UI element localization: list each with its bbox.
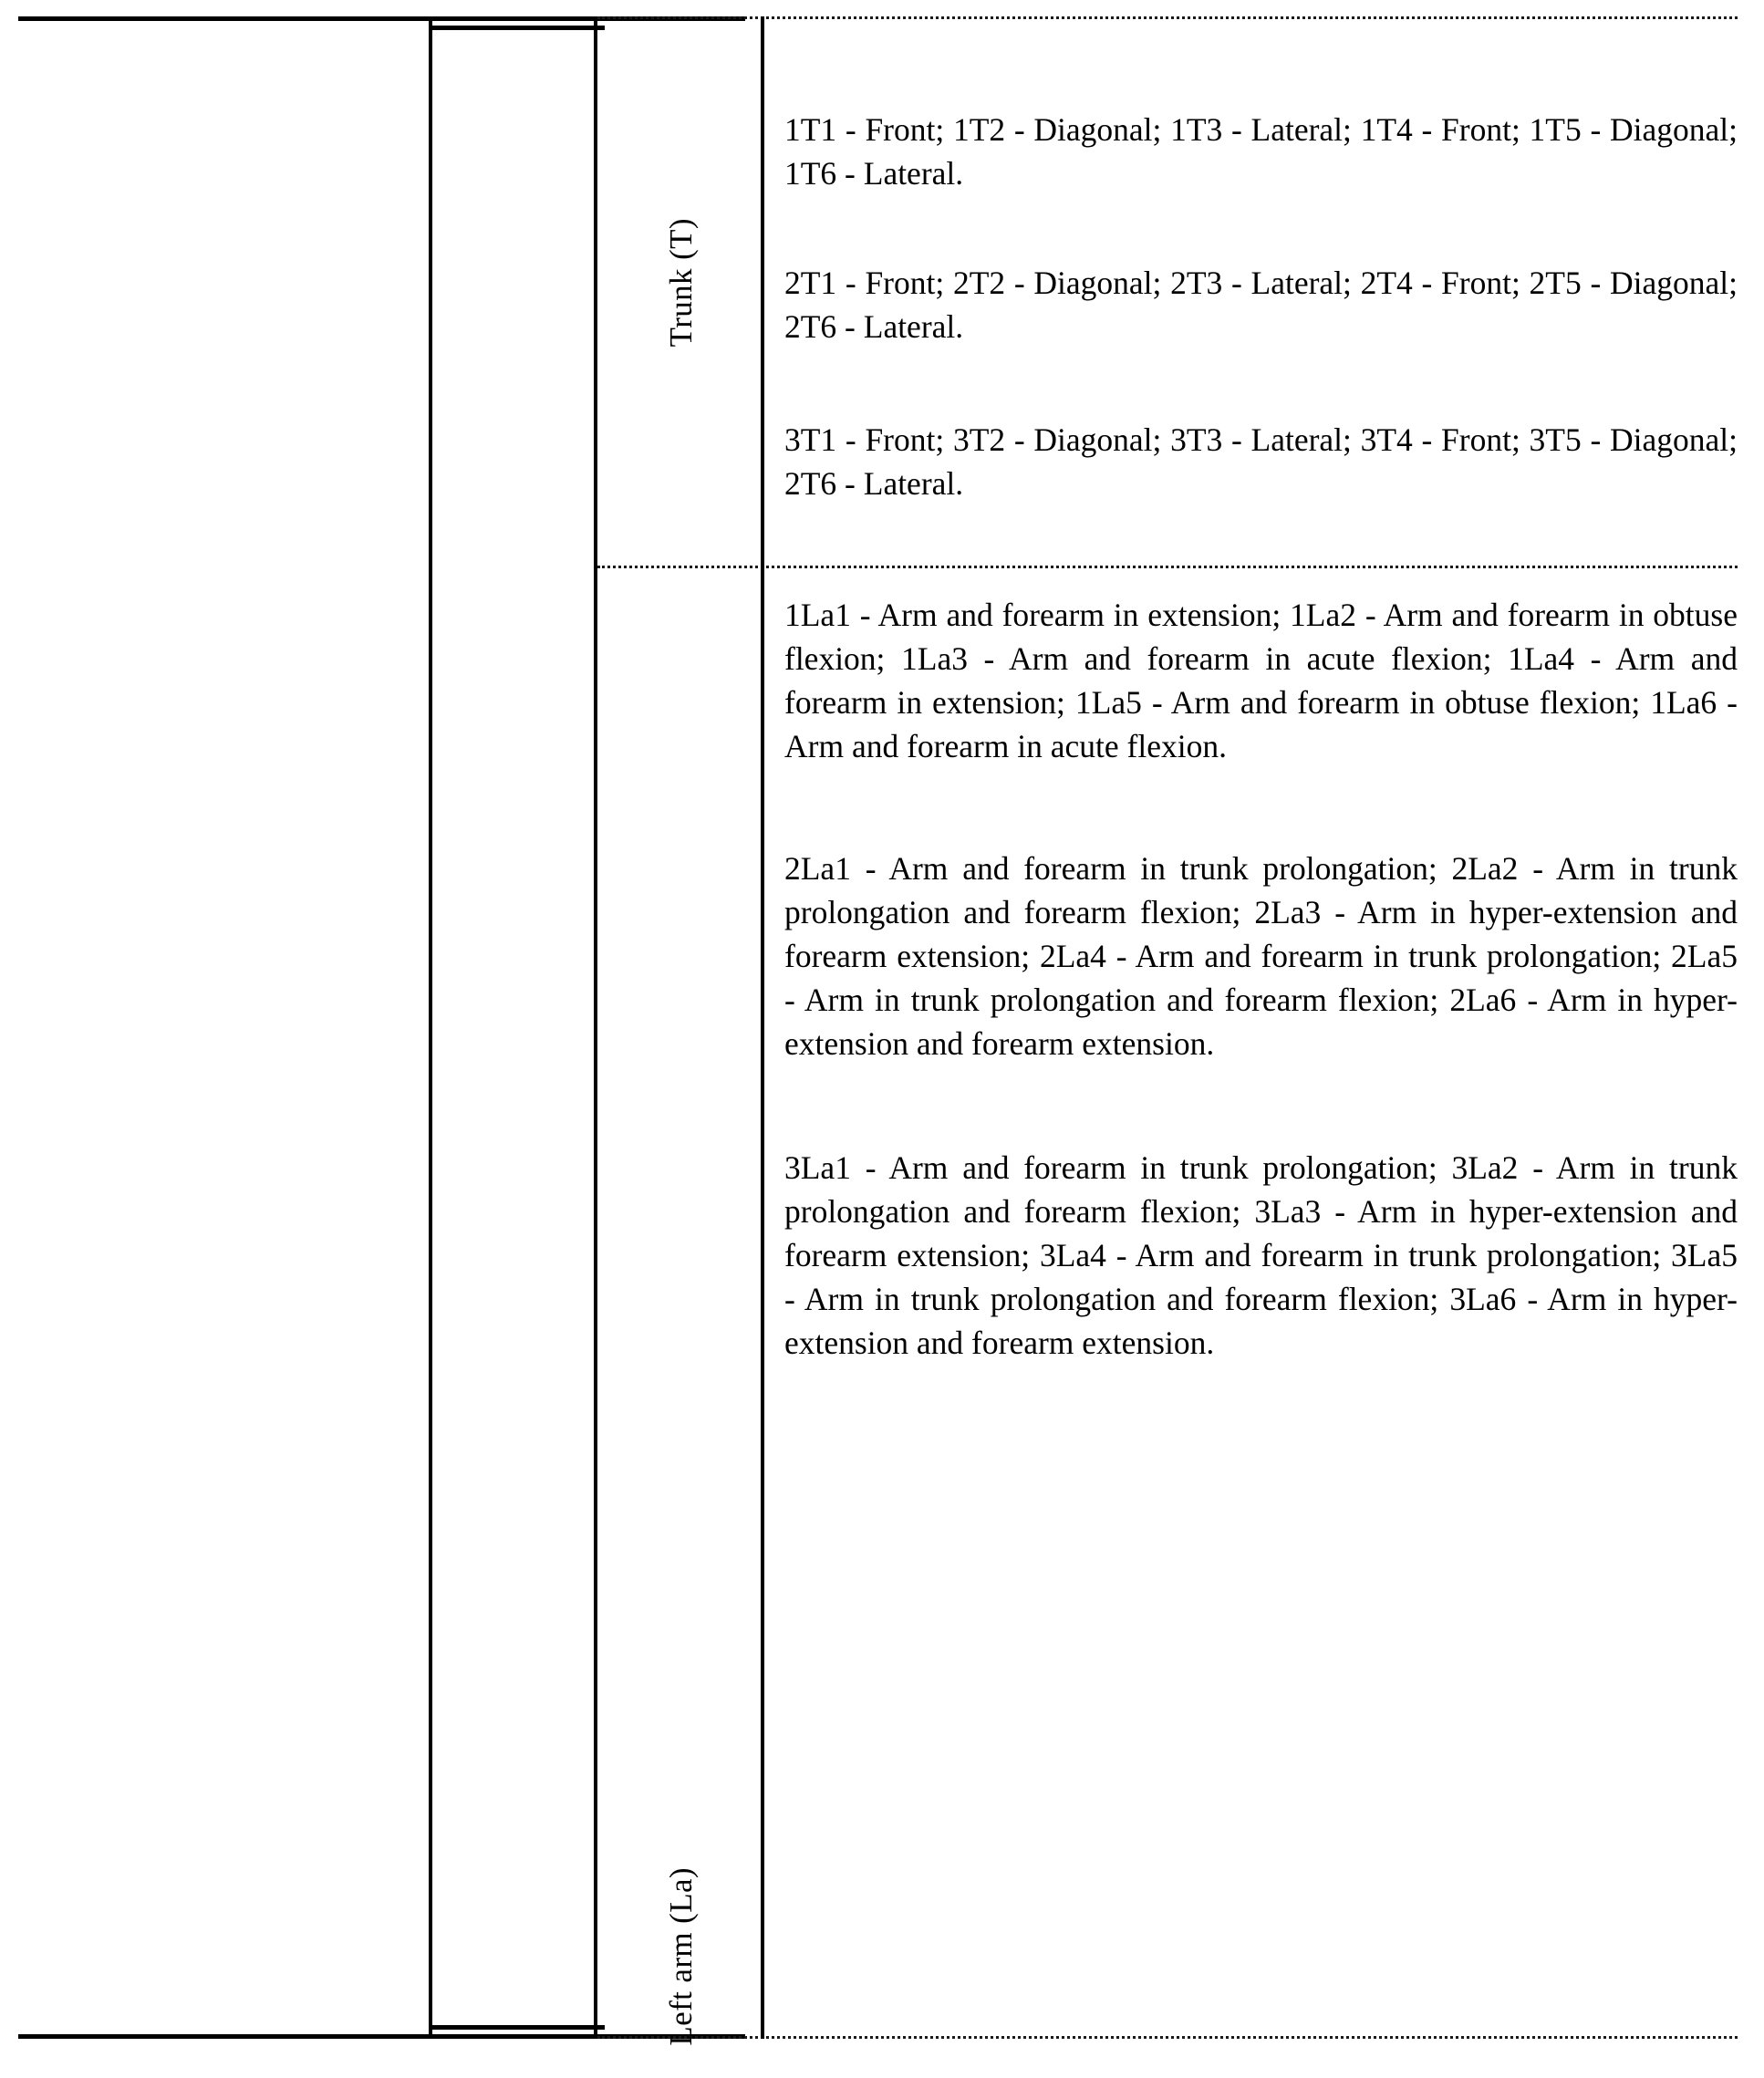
posture-description-column bbox=[764, 16, 1764, 2039]
segment-label-column bbox=[597, 16, 764, 2046]
boxed-column bbox=[429, 16, 597, 2039]
posture-description-trunk-1: 1T1 - Front; 1T2 - Diagonal; 1T3 - Lateral; 1T4 - Front; 1T5 - Diagonal; 1T6 - Lateral. bbox=[784, 111, 1738, 192]
posture-description-left-arm-2: 2La1 - Arm and forearm in trunk prolongation; 2La2 - Arm in trunk prolongation and forearm flexion; 2La3 - Arm in hyper-extension and forearm extension; 2La4 - Arm and forearm in trunk prolongation; 2La5 - Arm in trunk prolongation and forearm flexion; 2La6 - Arm in hyper-extension and forearm extension. bbox=[784, 850, 1738, 1062]
posture-description-left-arm-3: 3La1 - Arm and forearm in trunk prolongation; 3La2 - Arm in trunk prolongation and forearm flexion; 3La3 - Arm in hyper-extension and forearm extension; 3La4 - Arm and forearm in trunk prolongation; 3La5 - Arm in trunk prolongation and forearm flexion; 3La6 - Arm in hyper-extension and forearm extension. bbox=[784, 1149, 1738, 1361]
posture-description-left-arm-1: 1La1 - Arm and forearm in extension; 1La2 - Arm and forearm in obtuse flexion; 1La3 - Arm and forearm in acute flexion; 1La4 - Arm and forearm in extension; 1La5 - Arm and forearm in obtuse flexion; 1La6 - Arm and forearm in acute flexion. bbox=[784, 597, 1738, 764]
segment-label-left-arm: Left arm (La) bbox=[662, 1867, 699, 2046]
boxed-column-bottom-double-rule bbox=[429, 2025, 605, 2030]
boxed-column-top-double-rule bbox=[429, 26, 605, 30]
posture-description-trunk-2: 2T1 - Front; 2T2 - Diagonal; 2T3 - Lateral; 2T4 - Front; 2T5 - Diagonal; 2T6 - Lateral. bbox=[784, 265, 1738, 345]
segment-label-trunk: Trunk (T) bbox=[662, 218, 699, 348]
segment-label-cell-left-arm bbox=[597, 566, 764, 2046]
segment-label-cell-trunk bbox=[597, 16, 764, 566]
posture-description-trunk-3: 3T1 - Front; 3T2 - Diagonal; 3T3 - Lateral; 3T4 - Front; 3T5 - Diagonal; 2T6 - Lateral. bbox=[784, 421, 1738, 502]
empty-column bbox=[18, 16, 429, 2039]
